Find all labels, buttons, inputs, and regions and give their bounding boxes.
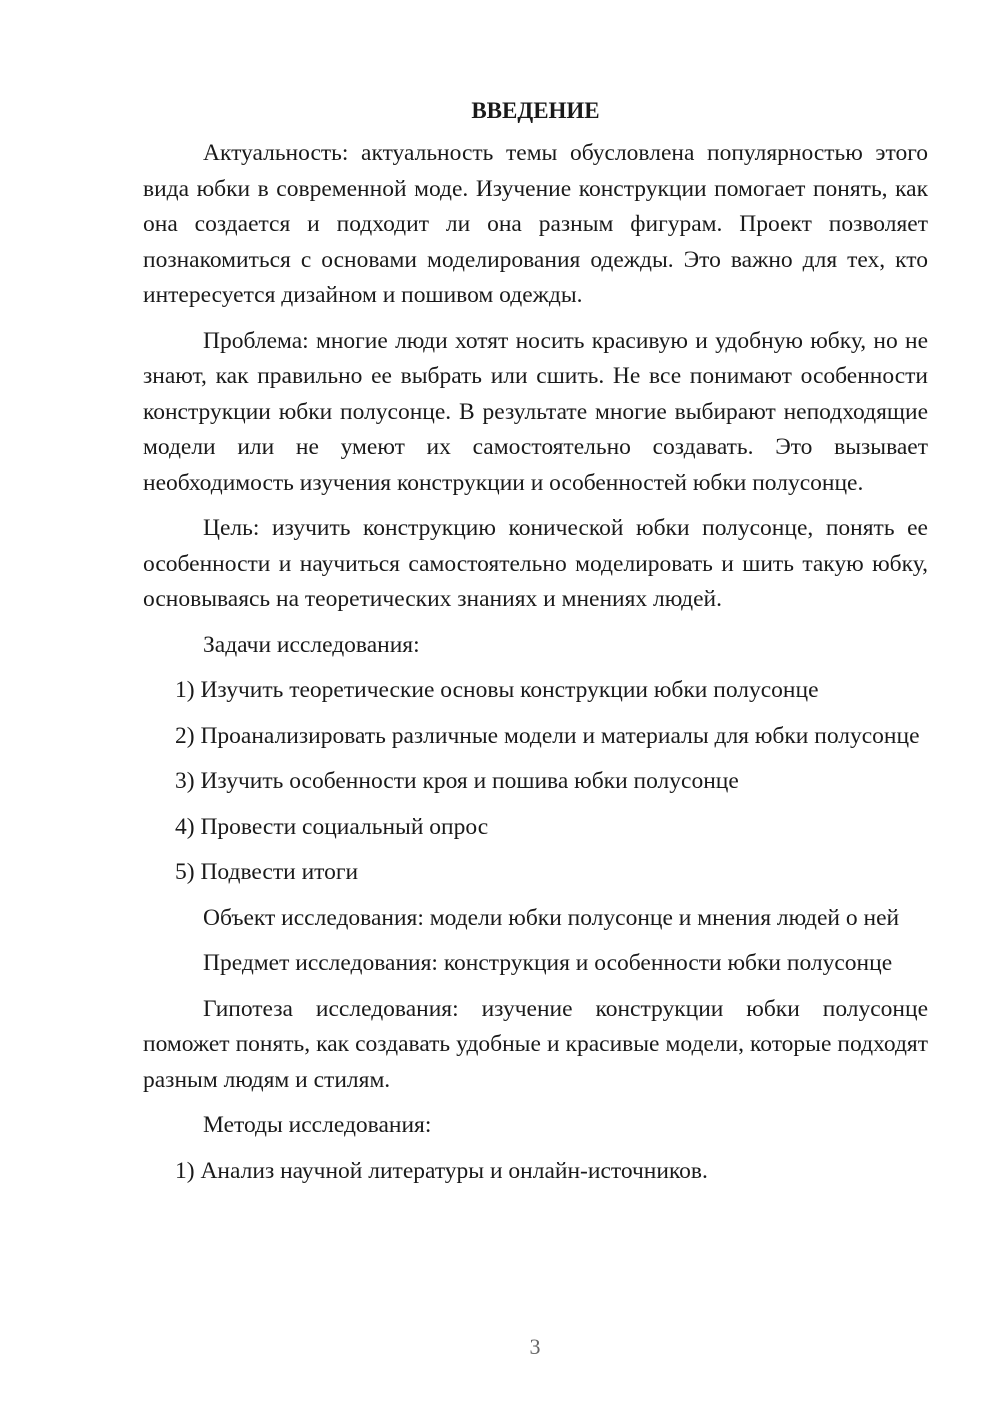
task-item: 3) Изучить особенности кроя и пошива юбки полусонце (175, 768, 739, 794)
relevance-paragraph: Актуальность: актуальность темы обусловлена популярностью этого вида юбки в современной моде. Изучение конструкции помогает понять, как она создается и подходит ли она разным фигурам. Проект позволяет познакомиться с основами моделирования одежды. Это важно для тех, кто интересуется дизайном и пошивом одежды. (143, 140, 928, 308)
section-title: ВВЕДЕНИЕ (471, 98, 600, 123)
subject-paragraph: Предмет исследования: конструкция и особенности юбки полусонце (203, 950, 893, 976)
problem-paragraph: Проблема: многие люди хотят носить красивую и удобную юбку, но не знают, как правильно ее выбрать или сшить. Не все понимают особенности конструкции юбки полусонце. В результате многие выбирают неподходящие модели или не умеют их самостоятельно создавать. Это вызывает необходимость изучения конструкции и особенностей юбки полусонце. (143, 327, 928, 496)
task-item: 1) Изучить теоретические основы конструкции юбки полусонце (175, 677, 819, 703)
task-item: 5) Подвести итоги (175, 859, 359, 885)
goal-paragraph: Цель: изучить конструкцию конической юбки полусонце, понять ее особенности и научиться самостоятельно моделировать и шить такую юбку, основываясь на теоретических знаниях и мнениях людей. (143, 515, 928, 612)
object-paragraph: Объект исследования: модели юбки полусонце и мнения людей о ней (203, 904, 900, 931)
task-item: 2) Проанализировать различные модели и материалы для юбки полусонце (175, 722, 920, 749)
hypothesis-paragraph: Гипотеза исследования: изучение конструкции юбки полусонце поможет понять, как создавать удобные и красивые модели, которые подходят разным людям и стилям. (143, 995, 928, 1093)
task-item: 4) Провести социальный опрос (175, 813, 489, 840)
method-item: 1) Анализ научной литературы и онлайн-источников. (175, 1157, 708, 1184)
page-body (143, 96, 928, 1199)
tasks-heading: Задачи исследования: (203, 631, 420, 658)
page-number: 3 (529, 1334, 541, 1359)
methods-heading: Методы исследования: (203, 1112, 432, 1138)
